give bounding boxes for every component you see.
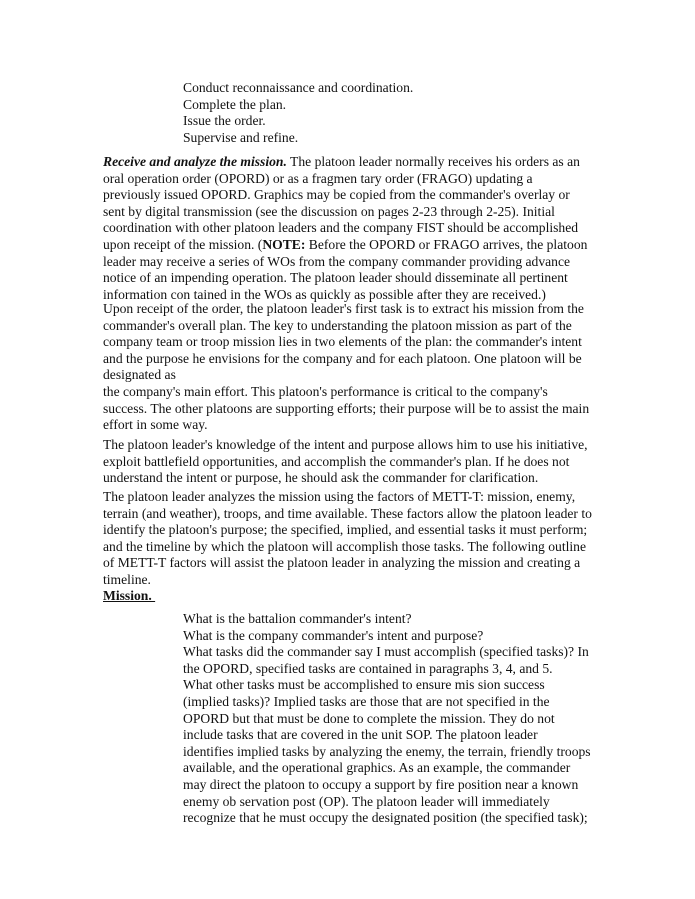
paragraph-receive-analyze [103,154,603,303]
planning-steps-list [183,80,413,146]
text-line: exploit battlefield opportunities, and accomplish the commander's plan. If he does not [103,453,570,469]
paragraph-mett-t [103,489,603,589]
note-label: NOTE: [262,236,306,252]
text-line: understand the intent or purpose, he should ask the commander for clarification. [103,470,539,486]
mission-heading: Mission. [103,588,156,603]
text-line: What is the company commander's intent and purpose? [183,627,484,643]
text-line: What is the battalion commander's intent? [183,611,412,626]
text-line: enemy ob servation post (OP). The platoon leader will immediately [183,793,550,809]
text-span: The platoon leader normally receives his orders as an [286,154,580,169]
text-line: OPORD but that must be done to complete the mission. They do not [183,710,555,726]
text-line: include tasks that are covered in the unit SOP. The platoon leader [183,727,538,743]
text-line: available, and the operational graphics. As an example, the commander [183,760,571,776]
text-line: the company's main effort. This platoon's performance is critical to the company's [103,383,548,399]
text-line: (implied tasks)? Implied tasks are those that are not specified in the [183,693,550,709]
text-line: identify the platoon's purpose; the specified, implied, and essential tasks it must perform; [103,522,588,538]
text-line: notice of an impending operation. The platoon leader should disseminate all pertinent [103,270,568,286]
text-line: sent by digital transmission (see the discussion on pages 2-23 through 2-25). Initial [103,203,555,219]
text-line: coordination with other platoon leaders and the company FIST should be accomplished [103,220,579,236]
text-line: information con tained in the WOs as quickly as possible after they are received.) [103,286,546,302]
text-line: effort in some way. [103,417,208,433]
text-line: The platoon leader analyzes the mission using the factors of METT-T: mission, enemy, [103,489,576,504]
mission-questions [183,611,591,827]
text-line: of METT-T factors will assist the platoon leader in analyzing the mission and creating a [103,555,581,571]
text-line: may direct the platoon to occupy a support by fire position near a known [183,776,579,792]
text-line: What tasks did the commander say I must accomplish (specified tasks)? In [183,644,589,660]
planning-step: Issue the order. [183,113,266,129]
planning-step: Supervise and refine. [183,129,299,145]
text-line: What other tasks must be accomplished to ensure mis sion success [183,677,545,693]
text-line: success. The other platoons are supporting efforts; their purpose will be to assist the main [103,400,590,416]
text-line: Upon receipt of the order, the platoon leader's first task is to extract his mission from the [103,301,584,316]
text-line: oral operation order (OPORD) or as a fragmen tary order (FRAGO) updating a [103,170,533,186]
text-line: designated as [103,367,176,383]
paragraph-intent-purpose [103,437,603,487]
text-line: terrain (and weather), troops, and time available. These factors allow the platoon leader to [103,505,592,521]
text-line: previously issued OPORD. Graphics may be copied from the commander's overlay or [103,187,570,203]
paragraph-extract-mission [103,301,603,434]
text-line: identifies implied tasks by analyzing the enemy, the terrain, friendly troops [183,743,591,759]
text-line: timeline. [103,571,151,587]
text-line: and the purpose he envisions for the company and for each platoon. One platoon will be [103,350,582,366]
text-line: leader may receive a series of WOs from the company commander providing advance [103,253,571,269]
text-line: company team or troop mission lies in two elements of the plan: the commander's intent [103,334,582,350]
text-span: upon receipt of the mission. ( [103,236,263,252]
planning-step: Complete the plan. [183,96,287,112]
text-line: and the timeline by which the platoon will accomplish those tasks. The following outline [103,538,586,554]
text-span: Before the OPORD or FRAGO arrives, the platoon [305,236,588,252]
text-line: commander's overall plan. The key to understanding the platoon mission as part of the [103,317,572,333]
text-line [103,154,603,171]
planning-step: Conduct reconnaissance and coordination. [183,80,414,95]
paragraph-lead-in: Receive and analyze the mission. [103,154,287,169]
text-line [103,237,603,254]
text-line: The platoon leader's knowledge of the intent and purpose allows him to use his initiative, [103,437,588,452]
text-line: recognize that he must occupy the designated position (the specified task); [183,810,588,826]
text-line: the OPORD, specified tasks are contained in paragraphs 3, 4, and 5. [183,660,553,676]
